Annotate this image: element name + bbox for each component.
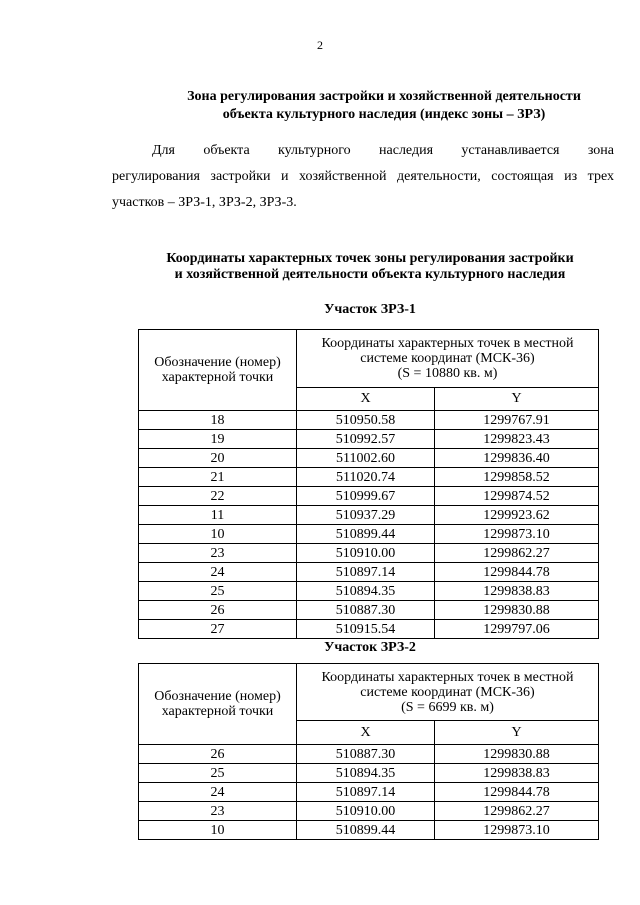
intro-paragraph bbox=[112, 138, 614, 216]
table-row bbox=[139, 430, 599, 449]
table-row bbox=[139, 821, 599, 840]
x-cell: 511002.60 bbox=[297, 449, 435, 468]
y-cell: 1299830.88 bbox=[435, 745, 599, 764]
point-column-header: Обозначение (номер) характерной точки bbox=[139, 664, 297, 745]
y-cell: 1299862.27 bbox=[435, 802, 599, 821]
point-cell: 20 bbox=[139, 449, 297, 468]
y-column-header: Y bbox=[435, 721, 599, 745]
coordinates-table-zrz-2 bbox=[138, 663, 599, 840]
y-cell: 1299873.10 bbox=[435, 525, 599, 544]
intro-paragraph-line-1: Для объекта культурного наследия устанавливается зона bbox=[152, 143, 614, 158]
point-cell: 11 bbox=[139, 506, 297, 525]
area-value: (S = 6699 кв. м) bbox=[401, 699, 494, 715]
coords-heading-line-1: Координаты характерных точек зоны регулирования застройки bbox=[166, 251, 574, 266]
table-row bbox=[139, 764, 599, 783]
page-number: 2 bbox=[317, 38, 323, 52]
point-cell: 19 bbox=[139, 430, 297, 449]
point-cell: 24 bbox=[139, 563, 297, 582]
y-cell: 1299823.43 bbox=[435, 430, 599, 449]
point-column-header: Обозначение (номер) характерной точки bbox=[139, 330, 297, 411]
point-cell: 10 bbox=[139, 821, 297, 840]
table-row bbox=[139, 563, 599, 582]
y-cell: 1299838.83 bbox=[435, 582, 599, 601]
coords-header-text: Координаты характерных точек в местной системе координат (МСК-36) bbox=[321, 335, 574, 366]
y-cell: 1299873.10 bbox=[435, 821, 599, 840]
coords-column-header bbox=[297, 664, 599, 721]
x-cell: 510999.67 bbox=[297, 487, 435, 506]
point-cell: 21 bbox=[139, 468, 297, 487]
x-cell: 510910.00 bbox=[297, 544, 435, 563]
x-cell: 510937.29 bbox=[297, 506, 435, 525]
point-cell: 25 bbox=[139, 582, 297, 601]
x-cell: 510887.30 bbox=[297, 601, 435, 620]
table-row bbox=[139, 582, 599, 601]
point-cell: 23 bbox=[139, 802, 297, 821]
coords-header-text: Координаты характерных точек в местной системе координат (МСК-36) bbox=[321, 669, 574, 700]
y-cell: 1299838.83 bbox=[435, 764, 599, 783]
x-cell: 510894.35 bbox=[297, 764, 435, 783]
point-cell: 27 bbox=[139, 620, 297, 639]
point-cell: 25 bbox=[139, 764, 297, 783]
table-row bbox=[139, 620, 599, 639]
x-column-header: X bbox=[297, 721, 435, 745]
y-cell: 1299797.06 bbox=[435, 620, 599, 639]
y-cell: 1299767.91 bbox=[435, 411, 599, 430]
table-row bbox=[139, 449, 599, 468]
y-column-header: Y bbox=[435, 387, 599, 410]
x-cell: 510910.00 bbox=[297, 802, 435, 821]
point-cell: 10 bbox=[139, 525, 297, 544]
coordinates-table-zrz-1 bbox=[138, 329, 599, 639]
zone-heading-line-1: Зона регулирования застройки и хозяйственной деятельности bbox=[187, 89, 581, 104]
table-1-title: Участок ЗРЗ-1 bbox=[324, 302, 416, 317]
x-cell: 510992.57 bbox=[297, 430, 435, 449]
y-cell: 1299830.88 bbox=[435, 601, 599, 620]
y-cell: 1299874.52 bbox=[435, 487, 599, 506]
x-cell: 510915.54 bbox=[297, 620, 435, 639]
point-cell: 26 bbox=[139, 601, 297, 620]
table-row bbox=[139, 783, 599, 802]
y-cell: 1299862.27 bbox=[435, 544, 599, 563]
point-cell: 24 bbox=[139, 783, 297, 802]
x-column-header: X bbox=[297, 387, 435, 410]
x-cell: 510950.58 bbox=[297, 411, 435, 430]
coords-column-header bbox=[297, 330, 599, 388]
table-2-title: Участок ЗРЗ-2 bbox=[324, 640, 416, 655]
intro-paragraph-rest: регулирования застройки и хозяйственной деятельности, состоящая из трех участков – ЗРЗ-1, ЗРЗ-2, ЗРЗ-3. bbox=[112, 169, 614, 210]
zone-heading-line-2: объекта культурного наследия (индекс зоны – ЗРЗ) bbox=[222, 107, 546, 122]
x-cell: 510899.44 bbox=[297, 821, 435, 840]
table-row bbox=[139, 802, 599, 821]
table-row bbox=[139, 506, 599, 525]
point-cell: 22 bbox=[139, 487, 297, 506]
y-cell: 1299836.40 bbox=[435, 449, 599, 468]
table-row bbox=[139, 468, 599, 487]
x-cell: 510899.44 bbox=[297, 525, 435, 544]
area-value: (S = 10880 кв. м) bbox=[397, 365, 498, 381]
table-row bbox=[139, 544, 599, 563]
x-cell: 510897.14 bbox=[297, 563, 435, 582]
table-row bbox=[139, 411, 599, 430]
point-cell: 23 bbox=[139, 544, 297, 563]
point-cell: 26 bbox=[139, 745, 297, 764]
y-cell: 1299844.78 bbox=[435, 563, 599, 582]
coords-heading-line-2: и хозяйственной деятельности объекта культурного наследия bbox=[174, 267, 566, 282]
y-cell: 1299858.52 bbox=[435, 468, 599, 487]
x-cell: 510897.14 bbox=[297, 783, 435, 802]
y-cell: 1299923.62 bbox=[435, 506, 599, 525]
table-row bbox=[139, 601, 599, 620]
x-cell: 510887.30 bbox=[297, 745, 435, 764]
x-cell: 510894.35 bbox=[297, 582, 435, 601]
point-cell: 18 bbox=[139, 411, 297, 430]
table-row bbox=[139, 487, 599, 506]
x-cell: 511020.74 bbox=[297, 468, 435, 487]
y-cell: 1299844.78 bbox=[435, 783, 599, 802]
table-row bbox=[139, 745, 599, 764]
table-row bbox=[139, 525, 599, 544]
